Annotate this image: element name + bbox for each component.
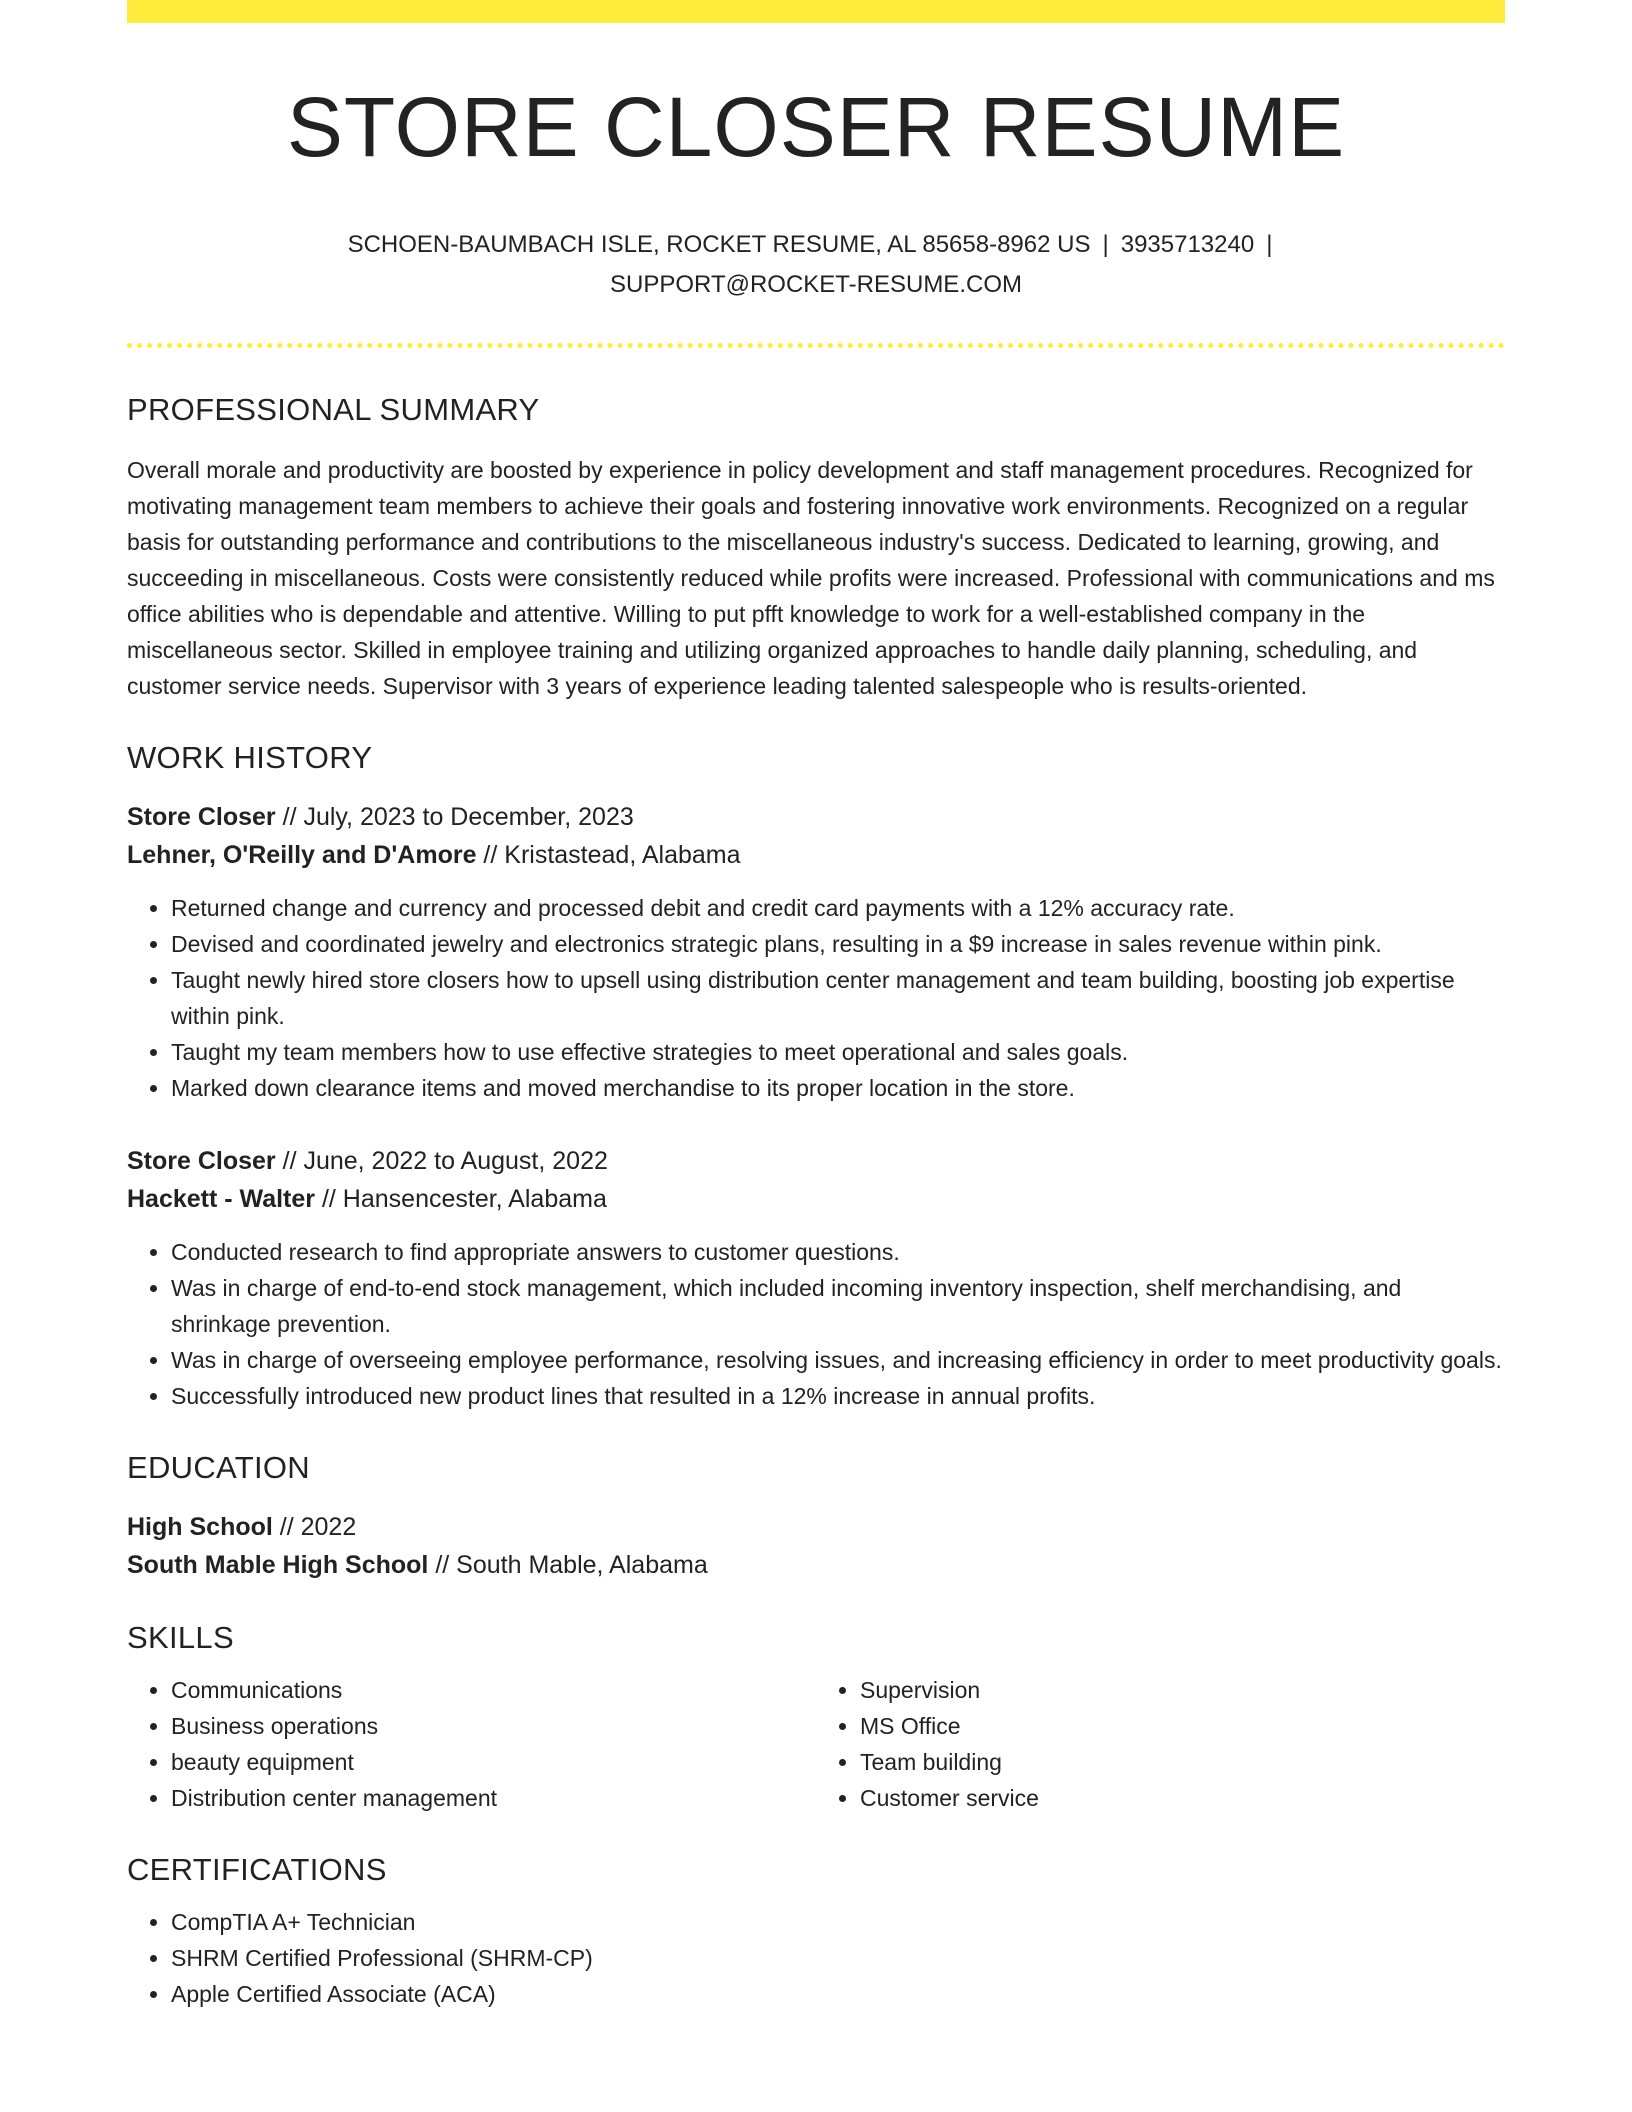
skills-list-right — [816, 1672, 1505, 1816]
job-bullets — [127, 1234, 1505, 1414]
job-role: Store Closer — [127, 803, 276, 832]
list-item: • Supervision — [860, 1672, 1505, 1708]
job-entry — [127, 1142, 1505, 1414]
list-item: • MS Office — [860, 1708, 1505, 1744]
list-item: • Distribution center management — [171, 1780, 816, 1816]
list-item: • SHRM Certified Professional (SHRM-CP) — [171, 1940, 1505, 1976]
job-dates: // June, 2022 to August, 2022 — [275, 1147, 608, 1176]
job-role: Store Closer — [127, 1147, 276, 1176]
contact-line — [127, 225, 1505, 305]
list-item: • Marked down clearance items and moved merchandise to its proper location in the store. — [171, 1070, 1505, 1106]
education-school-line — [127, 1546, 1505, 1584]
education-year: // 2022 — [272, 1513, 357, 1542]
list-item: • Successfully introduced new product lines that resulted in a 12% increase in annual profits. — [171, 1378, 1505, 1414]
contact-email: SUPPORT@ROCKET-RESUME.COM — [610, 271, 1022, 299]
summary-text: Overall morale and productivity are boosted by experience in policy development and staff management procedures. Recognized for motivating management team members to achieve their goals and fostering innovative work environments. Recognized on a regular basis for outstanding performance and contributions to the miscellaneous industry's success. Dedicated to learning, growing, and succeeding in miscellaneous. Costs were consistently reduced while profits were increased. Professional with communications and ms office abilities who is dependable and attentive. Willing to put pfft knowledge to work for a well-established company in the miscellaneous sector. Skilled in employee training and utilizing organized approaches to handle daily planning, scheduling, and customer service needs. Supervisor with 3 years of experience leading talented salespeople who is results-oriented. — [127, 457, 1495, 700]
job-location: // Hansencester, Alabama — [315, 1185, 607, 1214]
job-role-line — [127, 1142, 1505, 1180]
list-item: • Business operations — [171, 1708, 816, 1744]
job-company: Hackett - Walter — [127, 1185, 316, 1214]
list-item: • beauty equipment — [171, 1744, 816, 1780]
job-company-line — [127, 836, 1505, 874]
accent-top-bar — [127, 0, 1505, 23]
job-role-line — [127, 798, 1505, 836]
contact-address: SCHOEN-BAUMBACH ISLE, ROCKET RESUME, AL 85658-8962 US — [347, 231, 1091, 259]
contact-separator: | — [1266, 231, 1273, 259]
education-location: // South Mable, Alabama — [428, 1551, 708, 1580]
list-item: • CompTIA A+ Technician — [171, 1904, 1505, 1940]
job-company-line — [127, 1180, 1505, 1218]
list-item: • Devised and coordinated jewelry and electronics strategic plans, resulting in a $9 increase in sales revenue within pink. — [171, 926, 1505, 962]
list-item: • Communications — [171, 1672, 816, 1708]
job-company: Lehner, O'Reilly and D'Amore — [127, 841, 477, 870]
list-item: • Was in charge of end-to-end stock management, which included incoming inventory inspection, shelf merchandising, and shrinkage prevention. — [171, 1270, 1505, 1342]
list-item: • Conducted research to find appropriate answers to customer questions. — [171, 1234, 1505, 1270]
education-school: South Mable High School — [127, 1551, 429, 1580]
job-bullets — [127, 890, 1505, 1106]
section-title-skills: SKILLS — [127, 1620, 234, 1656]
job-entry — [127, 798, 1505, 1106]
contact-phone: 3935713240 — [1120, 231, 1255, 259]
job-dates: // July, 2023 to December, 2023 — [275, 803, 634, 832]
list-item: • Returned change and currency and processed debit and credit card payments with a 12% accuracy rate. — [171, 890, 1505, 926]
list-item: • Taught my team members how to use effective strategies to meet operational and sales goals. — [171, 1034, 1505, 1070]
contact-separator: | — [1102, 231, 1109, 259]
section-title-summary: PROFESSIONAL SUMMARY — [127, 392, 540, 428]
list-item: • Taught newly hired store closers how to upsell using distribution center management and team building, boosting job expertise within pink. — [171, 962, 1505, 1034]
list-item: • Team building — [860, 1744, 1505, 1780]
skills-grid — [127, 1672, 1505, 1816]
list-item: • Apple Certified Associate (ACA) — [171, 1976, 1505, 2012]
job-location: // Kristastead, Alabama — [476, 841, 741, 870]
section-title-work-history: WORK HISTORY — [127, 740, 373, 776]
section-title-education: EDUCATION — [127, 1450, 310, 1486]
education-degree: High School — [127, 1513, 273, 1542]
certifications-list — [127, 1904, 1505, 2012]
section-title-certifications: CERTIFICATIONS — [127, 1852, 387, 1888]
skills-list-left — [127, 1672, 816, 1816]
resume-title: STORE CLOSER RESUME — [286, 80, 1346, 174]
list-item: • Was in charge of overseeing employee performance, resolving issues, and increasing efficiency in order to meet productivity goals. — [171, 1342, 1505, 1378]
education-entry — [127, 1508, 1505, 1584]
dotted-divider — [127, 343, 1505, 348]
list-item: • Customer service — [860, 1780, 1505, 1816]
education-degree-line — [127, 1508, 1505, 1546]
